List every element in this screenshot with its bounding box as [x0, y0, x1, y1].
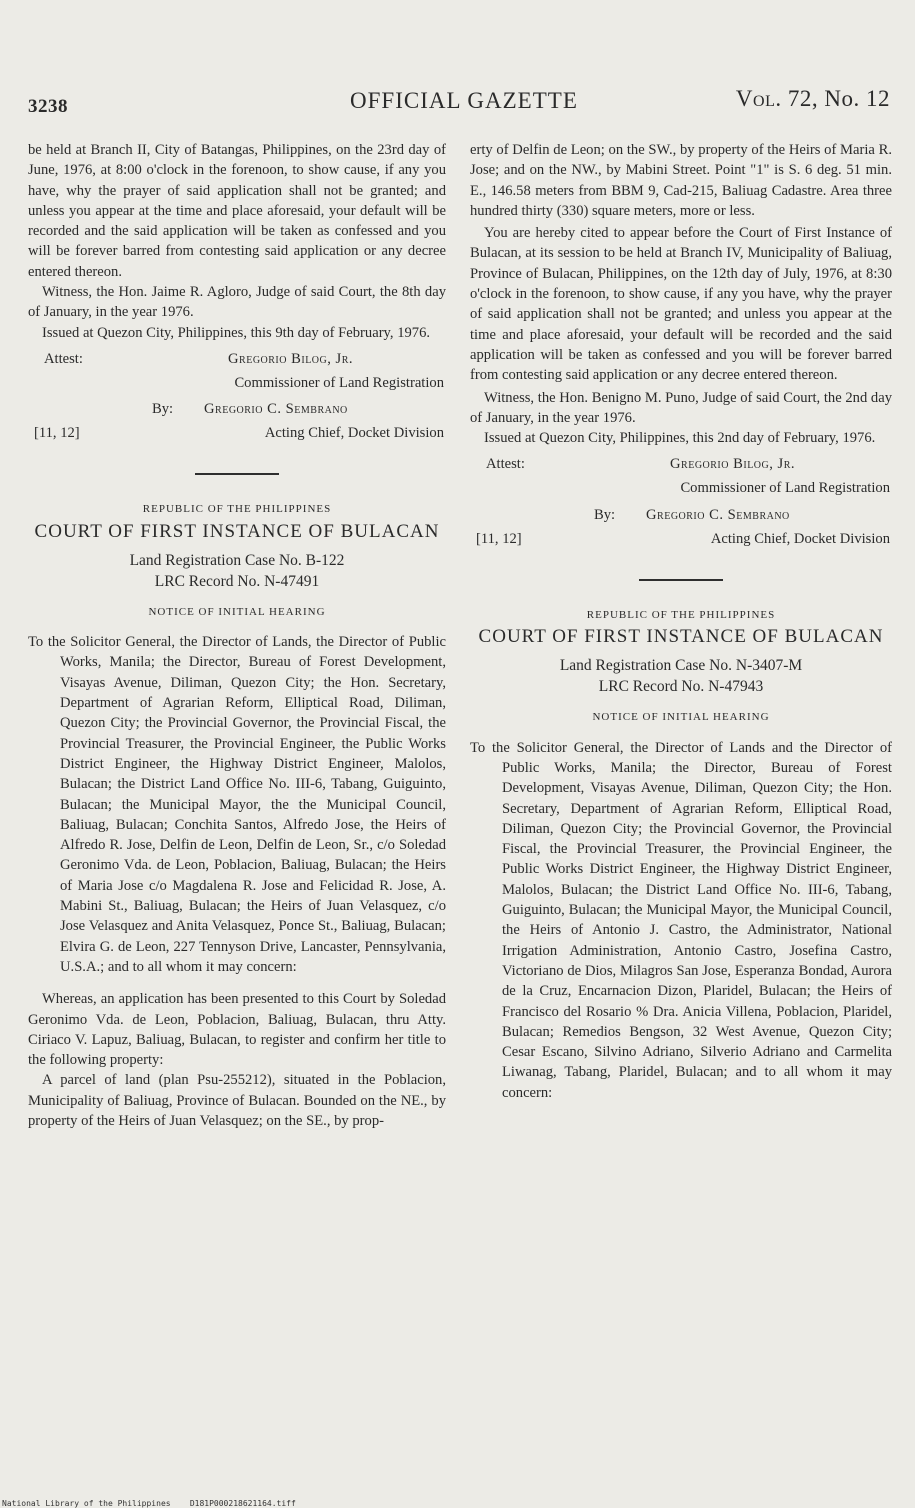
republic-heading: REPUBLIC OF THE PHILIPPINES: [142, 503, 332, 516]
attest-label: Attest:: [44, 350, 83, 367]
by-name: Gregorio C. Sembrano: [646, 506, 790, 523]
lrc-record: LRC Record No. N-47491: [154, 572, 320, 590]
witness-paragraph: Witness, the Hon. Jaime R. Agloro, Judge of said Court, the 8th day of January, in the year 1976.: [28, 284, 446, 321]
volume-number: 72, No. 12: [781, 86, 890, 111]
by-label: By:: [152, 401, 174, 418]
attest-name: Gregorio Bilog, Jr.: [228, 350, 354, 367]
whereas-paragraph: Whereas, an application has been presented to this Court by Soledad Geronimo Vda. de Leon, Poblacion, Baliuag, Bulacan, thru Atty. Ciriaco V. Lapuz, Baliuag, Bulacan, to register and confirm her title to the following property:: [28, 991, 446, 1069]
case-number: Land Registration Case No. B-122: [129, 551, 345, 569]
by-name: Gregorio C. Sembrano: [204, 401, 348, 418]
continued-paragraph: erty of Delfin de Leon; on the SW., by property of the Heirs of Maria R. Jose; and on the NW., by Mabini Street. Point "1" is S. 6 deg. 51 min. E., 146.58 meters from BBM 9, Cad-215, Baliuag Cadastre. Area three hundred thirty (330) square meters, more or less.: [470, 142, 892, 219]
by-label: By:: [594, 506, 616, 523]
section-divider: [195, 473, 279, 475]
volume-issue: [736, 86, 890, 112]
attest-row: [28, 343, 446, 373]
issue-reference: [11, 12]: [476, 530, 522, 547]
continued-paragraph: be held at Branch II, City of Batangas, Philippines, on the 23rd day of June, 1976, at 8:00 o'clock in the forenoon, to show cause, if any you have, why the prayer of said application shall not be granted; and unless you appear at the time and place aforesaid, your default will be recorded and the said application will be taken as confessed and you will be forever barred from contesting said application or any decree entered thereon.: [28, 142, 446, 280]
publication-title: OFFICIAL GAZETTE: [350, 88, 578, 113]
reference-row: [28, 423, 446, 447]
lrc-record: LRC Record No. N-47943: [598, 678, 764, 696]
by-title: Acting Chief, Docket Division: [710, 530, 890, 547]
section-divider: [639, 579, 723, 581]
attest-row: [470, 448, 892, 478]
attest-title: Commissioner of Land Registration: [680, 480, 890, 497]
attest-title: Commissioner of Land Registration: [234, 374, 444, 391]
page-header: [28, 82, 890, 122]
notice-heading: NOTICE OF INITIAL HEARING: [148, 605, 326, 618]
court-heading: COURT OF FIRST INSTANCE OF BULACAN: [34, 520, 440, 542]
address-paragraph: To the Solicitor General, the Director of Lands, the Director of Public Works, Manila; the Director, Bureau of Forest Development, Visayas Avenue, Diliman, Quezon City; the Hon. Secretary, Department of Agrarian Reform, Elliptical Road, Diliman, Quezon City; the Provincial Governor, the Provincial Fiscal, the Provincial Treasurer, the Provincial Engineer, the Public Works District Engineer, the Highway District Engineer, Malolos, Bulacan; the District Land Office No. III-6, Tabang, Guiguinto, Bulacan; the Municipal Mayor, the the Municipal Council, Baliuag, Bulacan; Conchita Santos, Alfredo Jose, the Heirs of Alfredo R. Jose, Delfin de Leon, Delfin de Leon, Sr., c/o Soledad Geronimo Vda. de Leon, Poblacion, Baliuag, Bulacan; the Heirs of Maria Jose c/o Magdalena R. Jose and Felicidad R. Jose, A. Mabini St., Baliuag, Bulacan; the Heirs of Juan Velasquez, c/o Jose Velasquez and Anita Velasquez, Ponce St., Baliuag, Bulacan; Elvira G. de Leon, 227 Tennyson Drive, Lancaster, Pennsylvania, U.S.A.; and to all whom it may concern:: [28, 634, 446, 975]
left-column: [28, 140, 446, 1131]
attest-label: Attest:: [486, 456, 525, 473]
scan-footer: National Library of the Philippines D181P000218621164.tiff: [2, 1499, 296, 1508]
reference-row: [470, 529, 892, 553]
by-row: [28, 397, 446, 423]
right-column: [470, 140, 892, 1103]
volume-prefix: Vol.: [735, 86, 782, 111]
case-number: Land Registration Case No. N-3407-M: [559, 657, 803, 675]
page-number: 3238: [28, 96, 68, 117]
notice-heading: NOTICE OF INITIAL HEARING: [592, 711, 770, 724]
issued-paragraph: Issued at Quezon City, Philippines, this 2nd day of February, 1976.: [484, 430, 876, 447]
court-heading: COURT OF FIRST INSTANCE OF BULACAN: [478, 626, 884, 648]
parcel-paragraph: A parcel of land (plan Psu-255212), situated in the Poblacion, Municipality of Baliuag, Province of Bulacan. Bounded on the NE., by property of the Heirs of Juan Velasquez; on the SE., by prop-: [28, 1072, 446, 1129]
cited-paragraph: You are hereby cited to appear before the Court of First Instance of Bulacan, at its session to be held at Branch IV, Municipality of Baliuag, Province of Bulacan, Philippines, on the 12th day of July, 1976, at 8:30 o'clock in the forenoon, to show cause, if any you have, why the prayer of said application shall not be granted; and unless you appear at the time and place aforesaid, your default will be recorded and the said application will be taken as confessed and you will be forever barred from contesting said application or any decree entered thereon.: [470, 225, 892, 384]
issue-reference: [11, 12]: [34, 425, 80, 442]
issued-paragraph: Issued at Quezon City, Philippines, this 9th day of February, 1976.: [42, 324, 431, 341]
by-title: Acting Chief, Docket Division: [264, 425, 444, 442]
republic-heading: REPUBLIC OF THE PHILIPPINES: [586, 608, 776, 621]
by-row: [470, 503, 892, 529]
attest-name: Gregorio Bilog, Jr.: [670, 456, 796, 473]
witness-paragraph: Witness, the Hon. Benigno M. Puno, Judge of said Court, the 2nd day of January, in the year 1976.: [470, 389, 892, 426]
address-paragraph: To the Solicitor General, the Director of Lands and the Director of Public Works, Manila; the Director, Bureau of Forest Development, Visayas Avenue, Diliman, Quezon City; the Hon. Secretary, Department of Agrarian Reform, Elliptical Road, Diliman, Quezon City; the Provincial Governor, the Provincial Fiscal, the Provincial Treasurer, the Provincial Engineer, the Public Works District Engineer, the Highway District Engineer, Malolos, Bulacan; the District Land Office No. III-6, Tabang, Guiguinto, Bulacan; the Municipal Mayor, the Municipal Council, the Heirs of Antonio J. Castro, the Administrator, National Irrigation Administration, Antonio Castro, Josefina Castro, Victoriano de Dios, Milagros San Jose, Esperanza Bondad, Aurora de la Cruz, Encarnacion Dizon, Plaridel, Bulacan; the Heirs of Francisco del Rosario % Dra. Anicia Villena, Poblacion, Plaridel, Bulacan; Remedios Bengson, 32 West Avenue, Quezon City; Cesar Escano, Silvino Adriano, Silverio Adriano and Carmelita Liwanag, Tabang, Plaridel, Bulacan; and to all whom it may concern:: [470, 739, 892, 1101]
